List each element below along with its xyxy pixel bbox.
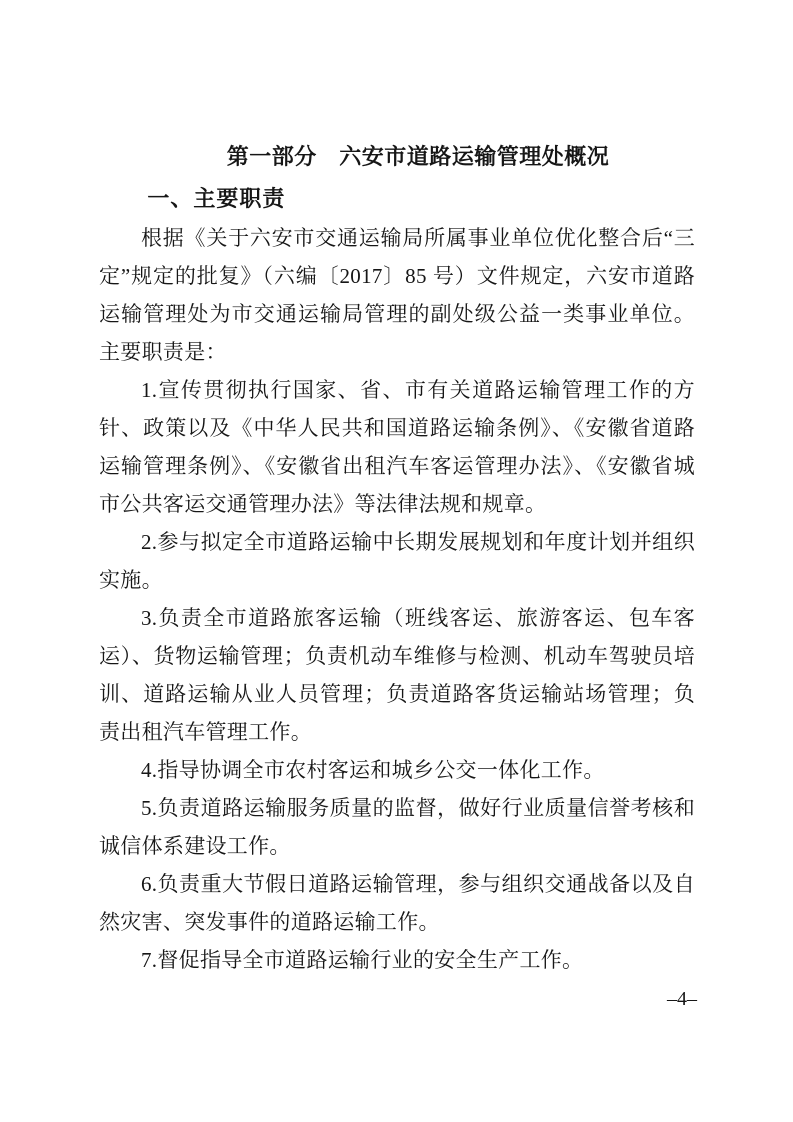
paragraph-duty-5: 5.负责道路运输服务质量的监督，做好行业质量信誉考核和诚信体系建设工作。: [99, 796, 695, 858]
paragraph-duty-7: 7.督促指导全市道路运输行业的安全生产工作。: [141, 948, 584, 972]
paragraph-intro: 根据《关于六安市交通运输局所属事业单位优化整合后“三定”规定的批复》（六编〔2017〕85 号）文件规定，六安市道路运输管理处为市交通运输局管理的副处级公益一类事业单位。主要职责是：: [99, 226, 695, 364]
section-heading: 一、主要职责: [147, 186, 286, 211]
paragraph-duty-1: 1.宣传贯彻执行国家、省、市有关道路运输管理工作的方针、政策以及《中华人民共和国道路运输条例》、《安徽省道路运输管理条例》、《安徽省出租汽车客运管理办法》、《安徽省城市公共客运交通管理办法》等法律法规和规章。: [99, 378, 695, 516]
paragraph-duty-6: 6.负责重大节假日道路运输管理，参与组织交通战备以及自然灾害、突发事件的道路运输工作。: [99, 872, 695, 934]
paragraph-duty-3: 3.负责全市道路旅客运输（班线客运、旅游客运、包车客运）、货物运输管理；负责机动车维修与检测、机动车驾驶员培训、道路运输从业人员管理；负责道路客货运输站场管理；负责出租汽车管理工作。: [99, 606, 695, 744]
paragraph-duty-2: 2.参与拟定全市道路运输中长期发展规划和年度计划并组织实施。: [99, 530, 695, 592]
page-number: –4–: [667, 988, 697, 1010]
paragraph-duty-4: 4.指导协调全市农村客运和城乡公交一体化工作。: [141, 758, 605, 782]
document-title: 第一部分 六安市道路运输管理处概况: [226, 144, 610, 169]
document-body: [99, 219, 695, 979]
